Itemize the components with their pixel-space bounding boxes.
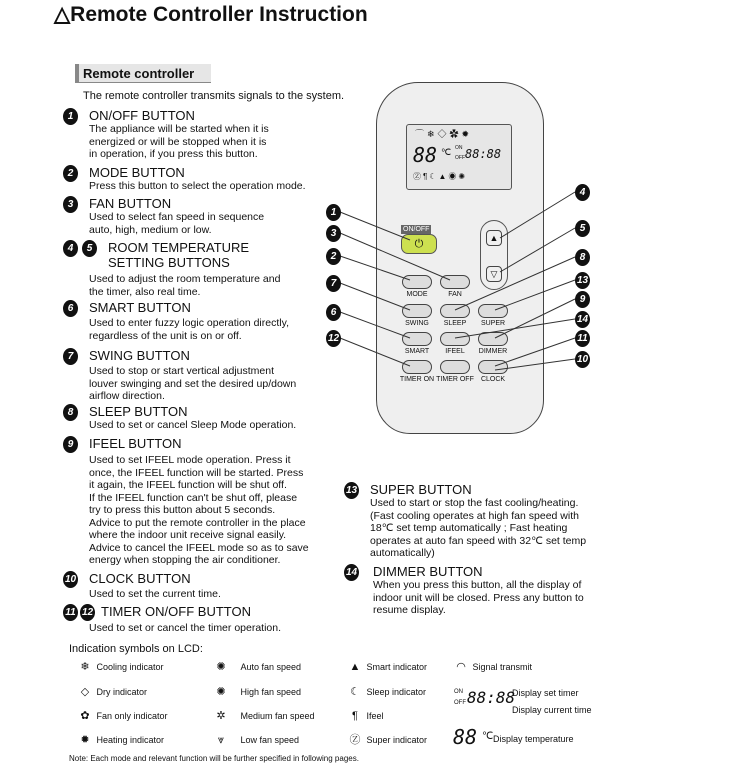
- item-desc: Used to set IFEEL mode operation. Press it once, the IFEEL function will be started. Press it again, the IFEEL function will be shut off. If the IFEEL function can't be shut off, please try to press this button about 5 seconds. Advice to put the remote controller in the place where the indoor unit receive signal easily. Advice to cancel the IFEEL mode so as to save energy when stopping the air conditioner.: [89, 454, 309, 566]
- sleep-icon: ☾: [350, 686, 360, 698]
- super-icon: Ⓩ: [349, 734, 361, 746]
- super-label: SUPER: [480, 320, 506, 327]
- item-header: CLOCK BUTTON: [89, 571, 191, 586]
- legend-medium-fan: ✲ Medium fan speed: [212, 710, 315, 722]
- lcd-unit: ℃: [441, 147, 452, 157]
- temp-up-button[interactable]: ▲: [486, 230, 502, 246]
- item-header: SUPER BUTTON: [370, 482, 472, 497]
- item-desc: Used to enter fuzzy logic operation directly, regardless of the unit is on or off.: [89, 317, 289, 342]
- legend-high-fan: ✺ High fan speed: [212, 686, 301, 698]
- legend-super: Ⓩ Super indicator: [346, 734, 427, 746]
- callout-13: 13: [575, 272, 590, 289]
- medium-fan-icon: ✲: [216, 710, 226, 722]
- cooling-icon: ❄: [80, 661, 90, 673]
- item-header: ON/OFF BUTTON: [89, 108, 195, 123]
- item-number: 5: [82, 240, 97, 257]
- fan-only-icon: ✿: [80, 710, 90, 722]
- callout-6: 6: [326, 304, 341, 321]
- fan-label: FAN: [448, 291, 462, 298]
- item-header: SWING BUTTON: [89, 348, 190, 363]
- legend-title: Indication symbols on LCD:: [69, 643, 203, 655]
- item-desc: Used to start or stop the fast cooling/heating. (Fast cooling operates at high fan speed with 18℃ set temp automatically ; Fast heating operates at auto fan speed with 32℃ set temp automatically): [370, 497, 587, 559]
- item-number: 4: [63, 240, 78, 257]
- callout-7: 7: [326, 275, 341, 292]
- legend-fan-only: ✿ Fan only indicator: [76, 710, 168, 722]
- intro-text: The remote controller transmits signals to the system.: [83, 90, 345, 102]
- ifeel-label: IFEEL: [445, 348, 465, 355]
- heating-icon: ✹: [80, 734, 90, 746]
- auto-fan-icon: ✺: [216, 661, 226, 673]
- onoff-label: ON/OFF: [403, 226, 430, 233]
- legend-timer-on: ON: [454, 689, 463, 695]
- onoff-button[interactable]: ⏻: [401, 234, 437, 254]
- item-number: 13: [344, 482, 359, 499]
- swing-label: SWING: [405, 320, 429, 327]
- mode-label: MODE: [406, 291, 428, 298]
- lcd-icons-row: ⌒❄◇✿✹: [415, 129, 473, 139]
- legend-low-fan: ⩔ Low fan speed: [212, 734, 299, 746]
- timer-on-label: TIMER ON: [399, 376, 435, 383]
- callout-1: 1: [326, 204, 341, 221]
- title-marker: △: [54, 3, 71, 26]
- legend-heating: ✹ Heating indicator: [76, 734, 164, 746]
- item-number: 6: [63, 300, 78, 317]
- callout-4: 4: [575, 184, 590, 201]
- item-number: 1: [63, 108, 78, 125]
- legend-timer-label2: Display current time: [512, 705, 592, 715]
- item-desc: When you press this button, all the display of indoor unit will be closed. Press any button to resume display.: [373, 579, 584, 616]
- item-desc: Used to adjust the room temperature and the timer, also real time.: [89, 273, 281, 298]
- legend-signal: ◠ Signal transmit: [452, 661, 532, 673]
- callout-10: 10: [575, 351, 590, 368]
- item-desc: Press this button to select the operation mode.: [89, 180, 306, 192]
- item-number: 8: [63, 404, 78, 421]
- legend-temp-unit: ℃: [482, 731, 494, 742]
- legend-temp-digits: 88: [453, 725, 478, 749]
- item-header: FAN BUTTON: [89, 196, 172, 211]
- item-number: 9: [63, 436, 78, 453]
- item-desc: Used to set the current time.: [89, 588, 221, 600]
- callout-9: 9: [575, 291, 590, 308]
- item-header: MODE BUTTON: [89, 165, 185, 180]
- item-number: 2: [63, 165, 78, 182]
- item-number: 10: [63, 571, 78, 588]
- lcd-status-row: Ⓩ¶☾▲◉✺: [413, 172, 468, 181]
- legend-auto-fan: ✺ Auto fan speed: [212, 661, 301, 673]
- callout-2: 2: [326, 248, 341, 265]
- sleep-label: SLEEP: [443, 320, 467, 327]
- dry-icon: ◇: [80, 686, 90, 698]
- legend-ifeel: ¶ Ifeel: [346, 710, 384, 722]
- legend-cooling: ❄ Cooling indicator: [76, 661, 164, 673]
- item-desc: Used to set or cancel the timer operation.: [89, 622, 282, 634]
- footnote: Note: Each mode and relevant function will be further specified in following pages.: [69, 754, 359, 763]
- item-number: 14: [344, 564, 359, 581]
- item-number: 7: [63, 348, 78, 365]
- callout-11: 11: [575, 330, 590, 347]
- signal-icon: ◠: [456, 661, 466, 673]
- lcd-time: 88:88: [465, 147, 502, 161]
- page-title: △Remote Controller Instruction: [54, 3, 368, 26]
- item-header: SLEEP BUTTON: [89, 404, 188, 419]
- legend-smart: ▲ Smart indicator: [346, 661, 427, 673]
- lcd-temperature: 88: [413, 143, 438, 167]
- callout-3: 3: [326, 225, 341, 242]
- temp-down-button[interactable]: ▽: [486, 266, 502, 282]
- high-fan-icon: ✺: [216, 686, 226, 698]
- item-header: ROOM TEMPERATURE: [108, 240, 250, 255]
- item-header: DIMMER BUTTON: [373, 564, 483, 579]
- timer-off-label: TIMER OFF: [436, 376, 474, 383]
- clock-label: CLOCK: [480, 376, 506, 383]
- callout-5: 5: [575, 220, 590, 237]
- legend-sleep: ☾ Sleep indicator: [346, 686, 426, 698]
- lcd-off: OFF: [455, 155, 465, 161]
- legend-timer-digits: 88:88: [467, 688, 516, 707]
- callout-8: 8: [575, 249, 590, 266]
- smart-icon: ▲: [349, 661, 361, 673]
- item-header: TIMER ON/OFF BUTTON: [101, 604, 251, 619]
- dimmer-label: DIMMER: [478, 348, 508, 355]
- legend-timer-label1: Display set timer: [512, 688, 579, 698]
- low-fan-icon: ⩔: [217, 734, 225, 746]
- ifeel-icon: ¶: [352, 710, 358, 722]
- legend-timer-off: OFF: [454, 700, 466, 706]
- item-number: 3: [63, 196, 78, 213]
- smart-label: SMART: [404, 348, 430, 355]
- item-number: 11: [63, 604, 78, 621]
- section-heading: Remote controller: [75, 64, 211, 83]
- item-desc: Used to stop or start vertical adjustment louver swinging and set the desired up/down airflow direction.: [89, 365, 297, 402]
- item-number: 12: [80, 604, 95, 621]
- callout-12: 12: [326, 330, 341, 347]
- item-header: SMART BUTTON: [89, 300, 191, 315]
- lcd-on: ON: [455, 145, 463, 151]
- callout-14: 14: [575, 311, 590, 328]
- item-header: IFEEL BUTTON: [89, 436, 182, 451]
- legend-dry: ◇ Dry indicator: [76, 686, 147, 698]
- legend-temp-label: Display temperature: [493, 734, 574, 744]
- item-desc: Used to set or cancel Sleep Mode operation.: [89, 419, 297, 431]
- item-header: SETTING BUTTONS: [108, 255, 230, 270]
- item-desc: The appliance will be started when it is energized or will be stopped when it is in operation, if you press this button.: [89, 123, 269, 160]
- item-desc: Used to select fan speed in sequence auto, high, medium or low.: [89, 211, 265, 236]
